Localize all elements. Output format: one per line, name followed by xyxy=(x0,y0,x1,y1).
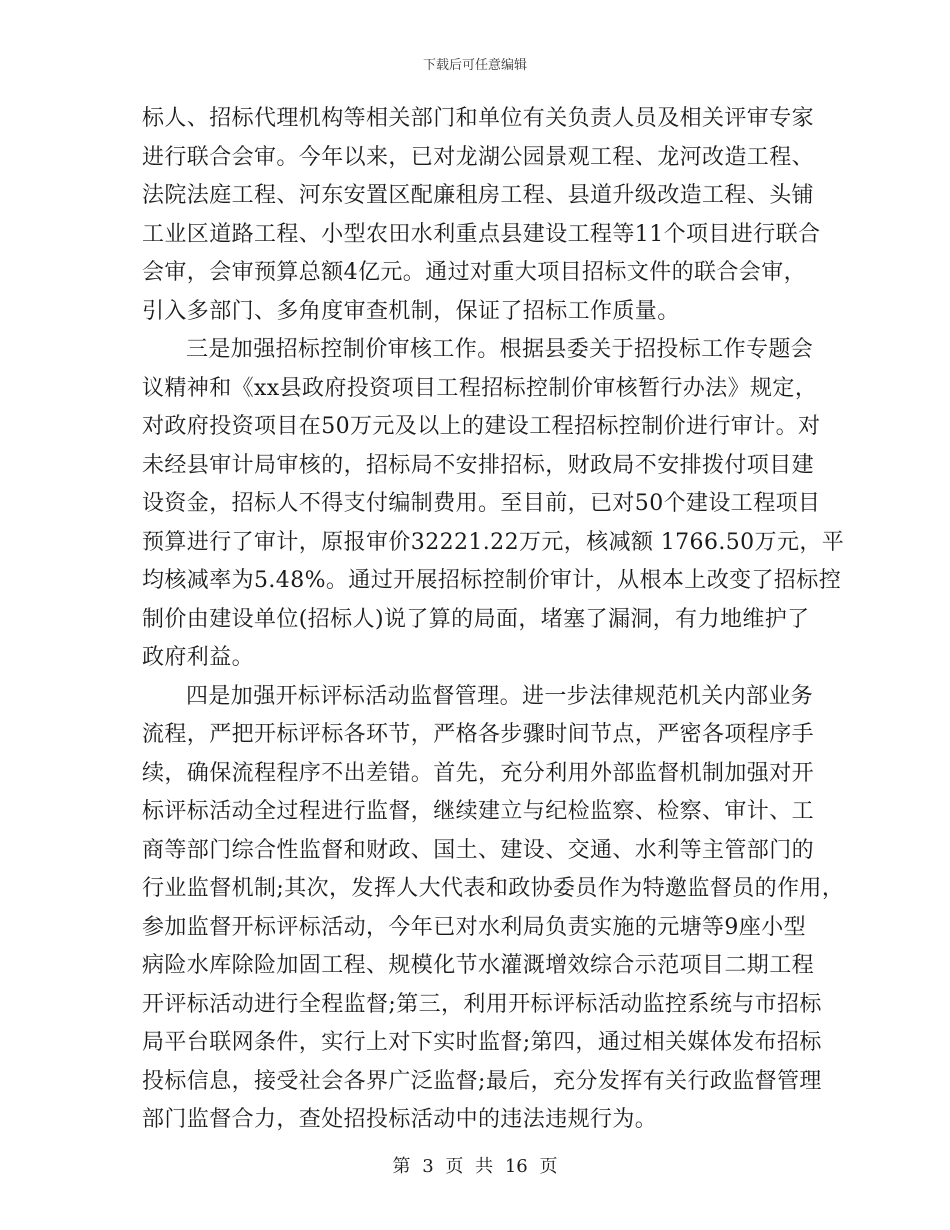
text-line: 部门监督合力，查处招投标活动中的违法违规行为。 xyxy=(142,1107,658,1132)
text-line: 制价由建设单位(招标人)说了算的局面，堵塞了漏洞，有力地维护了 xyxy=(142,606,810,632)
text-line: 均核减率为5.48%。通过开展招标控制价审计，从根本上改变了招标控 xyxy=(142,568,842,593)
text-line: 投标信息，接受社会各界广泛监督;最后，充分发挥有关行政监督管理 xyxy=(142,1068,822,1094)
text-line: 对政府投资项目在50万元及以上的建设工程招标控制价进行审计。对 xyxy=(142,414,821,439)
text-line: 引入多部门、多角度审查机制，保证了招标工作质量。 xyxy=(142,298,680,324)
text-line: 工业区道路工程、小型农田水利重点县建设工程等11个项目进行联合 xyxy=(142,221,821,247)
text-line: 流程，严把开标评标各环节，严格各步骤时间节点，严密各项程序手 xyxy=(142,722,815,747)
text-line: 局平台联网条件，实行上对下实时监督;第四，通过相关媒体发布招标 xyxy=(142,1030,822,1055)
text-line-first: 四是加强开标评标活动监督管理。进一步法律规范机关内部业务 xyxy=(186,683,814,709)
text-line: 法院法庭工程、河东安置区配廉租房工程、县道升级改造工程、头铺 xyxy=(142,183,815,208)
text-line: 会审，会审预算总额4亿元。通过对重大项目招标文件的联合会审， xyxy=(142,260,806,285)
text-line: 标人、招标代理机构等相关部门和单位有关负责人员及相关评审专家 xyxy=(142,106,815,131)
text-line: 参加监督开标评标活动，今年已对水利局负责实施的元塘等9座小型 xyxy=(142,914,806,940)
text-line: 政府利益。 xyxy=(142,645,255,670)
text-line: 议精神和《xx县政府投资项目工程招标控制价审核暂行办法》规定， xyxy=(142,375,818,401)
page-header: 下载后可任意编辑 xyxy=(422,58,527,73)
text-line: 开评标活动进行全程监督;第三，利用开标评标活动监控系统与市招标 xyxy=(142,991,822,1017)
paragraph-2 xyxy=(142,331,845,678)
page-number-footer: 第 3 页 共 16 页 xyxy=(392,1156,558,1177)
text-line: 病险水库除险加固工程、规模化节水灌溉增效综合示范项目二期工程 xyxy=(142,953,815,978)
text-line: 商等部门综合性监督和财政、国土、建设、交通、水利等主管部门的 xyxy=(142,837,815,863)
text-line: 预算进行了审计，原报审价32221.22万元，核减额 1766.50万元，平 xyxy=(142,529,845,555)
document-body xyxy=(142,100,845,1140)
text-line: 行业监督机制;其次，发挥人大代表和政协委员作为特邀监督员的作用， xyxy=(142,876,845,901)
paragraph-3 xyxy=(142,678,845,1140)
paragraph-1 xyxy=(142,100,821,331)
text-line: 进行联合会审。今年以来，已对龙湖公园景观工程、龙河改造工程、 xyxy=(142,144,815,170)
text-line: 设资金，招标人不得支付编制费用。至目前，已对50个建设工程项目 xyxy=(142,491,821,516)
text-line-first: 三是加强招标控制价审核工作。根据县委关于招投标工作专题会 xyxy=(186,337,814,362)
text-line: 未经县审计局审核的，招标局不安排招标，财政局不安排拨付项目建 xyxy=(142,452,815,478)
text-line: 标评标活动全过程进行监督，继续建立与纪检监察、检察、审计、工 xyxy=(142,799,815,824)
text-line: 续，确保流程程序不出差错。首先，充分利用外部监督机制加强对开 xyxy=(142,760,815,786)
